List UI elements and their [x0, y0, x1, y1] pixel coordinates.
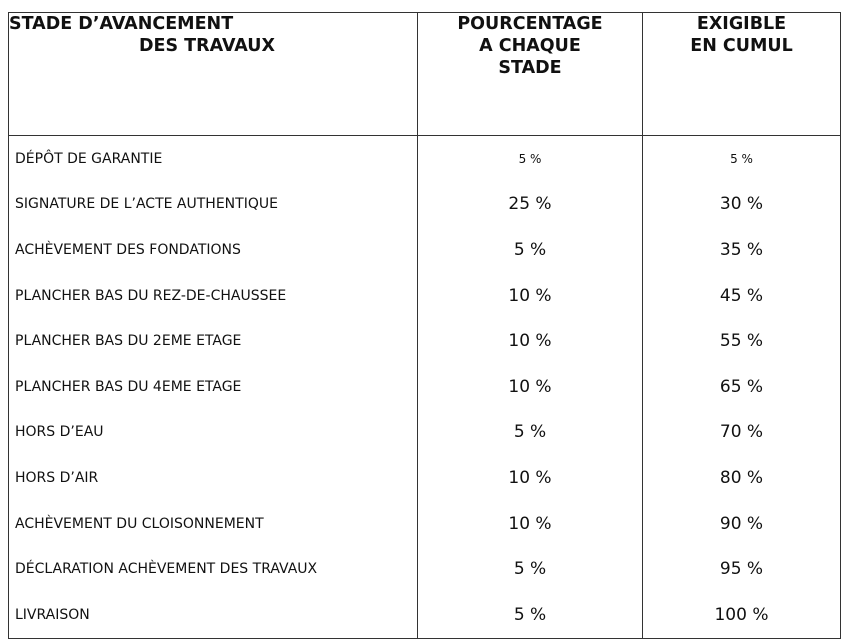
- cumulative-cell: 80 %: [643, 455, 841, 501]
- stage-cell: PLANCHER BAS DU 4EME ETAGE: [9, 364, 418, 410]
- cumulative-cell: 90 %: [643, 501, 841, 547]
- table-row: [9, 273, 841, 319]
- header-cumulative: [643, 13, 841, 136]
- cumulative-cell: 55 %: [643, 318, 841, 364]
- percentage-cell: 25 %: [418, 182, 643, 228]
- table-row: [9, 364, 841, 410]
- table-row: [9, 501, 841, 547]
- stage-cell: ACHÈVEMENT DES FONDATIONS: [9, 227, 418, 273]
- percentage-cell: 5 %: [418, 410, 643, 456]
- table-header: [9, 13, 841, 136]
- percentage-cell: 5 %: [418, 546, 643, 592]
- header-cumulative-line-1: EXIGIBLE: [696, 14, 787, 34]
- percentage-cell: 10 %: [418, 273, 643, 319]
- percentage-cell: 5 %: [418, 592, 643, 638]
- percentage-cell: 10 %: [418, 318, 643, 364]
- percentage-cell: 10 %: [418, 501, 643, 547]
- header-percentage-line-3: STADE: [498, 58, 562, 78]
- table-row: [9, 136, 841, 182]
- cumulative-cell: 45 %: [643, 273, 841, 319]
- cumulative-cell: 35 %: [643, 227, 841, 273]
- stage-cell: HORS D’AIR: [9, 455, 418, 501]
- stage-cell: HORS D’EAU: [9, 410, 418, 456]
- stage-cell: ACHÈVEMENT DU CLOISONNEMENT: [9, 501, 418, 547]
- table-row: [9, 182, 841, 228]
- header-percentage: [418, 13, 643, 136]
- header-percentage-line-2: A CHAQUE: [479, 36, 581, 56]
- header-stage: [9, 13, 418, 136]
- header-stage-line-1: STADE D’AVANCEMENT: [9, 14, 234, 34]
- percentage-cell: 10 %: [418, 364, 643, 410]
- percentage-cell: 10 %: [418, 455, 643, 501]
- table-body: [9, 136, 841, 639]
- payment-schedule-table: [8, 12, 841, 639]
- table-row: [9, 318, 841, 364]
- cumulative-cell: 95 %: [643, 546, 841, 592]
- cumulative-cell: 30 %: [643, 182, 841, 228]
- table-row: [9, 410, 841, 456]
- table-row: [9, 592, 841, 638]
- cumulative-cell: 5 %: [643, 136, 841, 182]
- stage-cell: LIVRAISON: [9, 592, 418, 638]
- header-stage-line-2: DES TRAVAUX: [139, 36, 276, 56]
- cumulative-cell: 70 %: [643, 410, 841, 456]
- stage-cell: PLANCHER BAS DU REZ-DE-CHAUSSEE: [9, 273, 418, 319]
- stage-cell: DÉCLARATION ACHÈVEMENT DES TRAVAUX: [9, 546, 418, 592]
- stage-cell: SIGNATURE DE L’ACTE AUTHENTIQUE: [9, 182, 418, 228]
- cumulative-cell: 100 %: [643, 592, 841, 638]
- header-cumulative-line-2: EN CUMUL: [690, 36, 793, 56]
- stage-cell: PLANCHER BAS DU 2EME ETAGE: [9, 318, 418, 364]
- percentage-cell: 5 %: [418, 227, 643, 273]
- table-row: [9, 546, 841, 592]
- table-row: [9, 227, 841, 273]
- stage-cell: DÉPÔT DE GARANTIE: [9, 136, 418, 182]
- cumulative-cell: 65 %: [643, 364, 841, 410]
- percentage-cell: 5 %: [418, 136, 643, 182]
- header-percentage-line-1: POURCENTAGE: [457, 14, 603, 34]
- header-row: [9, 13, 841, 136]
- table-row: [9, 455, 841, 501]
